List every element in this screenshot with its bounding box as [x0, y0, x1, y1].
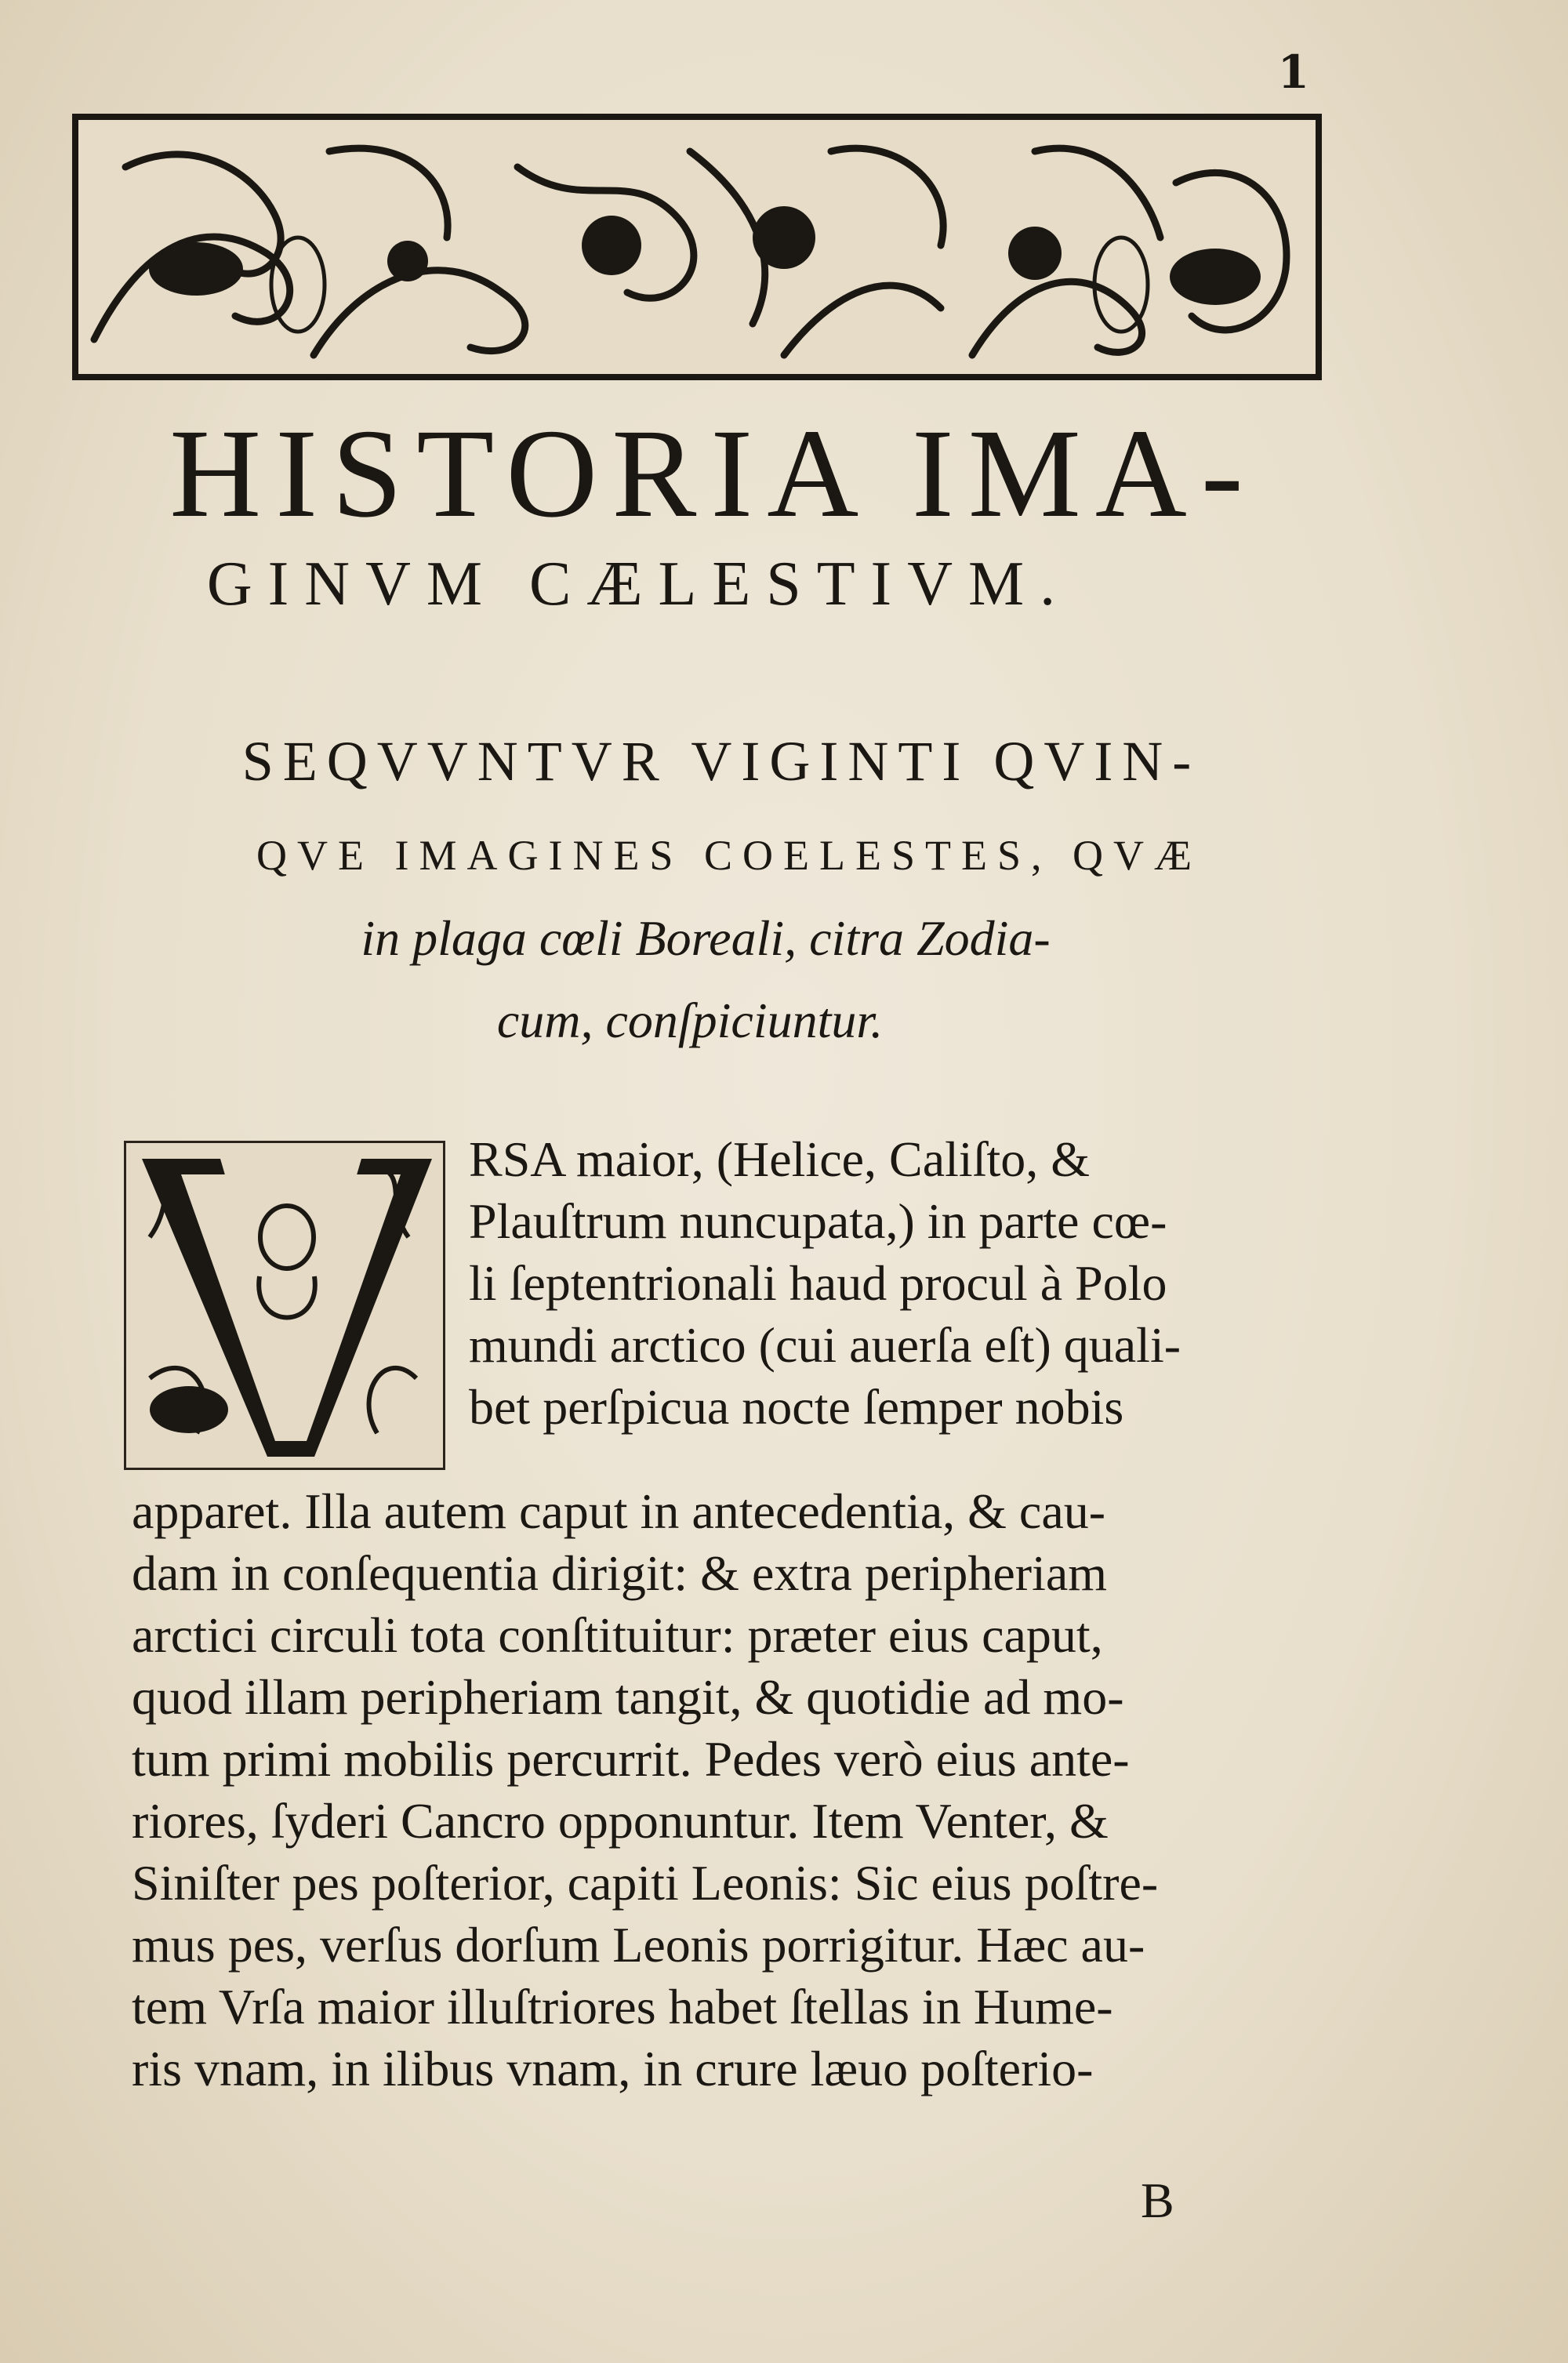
body-line: bet perſpicua nocte ſemper nobis	[469, 1379, 1124, 1435]
page-title-line-2: GINVM CÆLESTIVM.	[206, 550, 1072, 619]
body-line: Plauſtrum nuncupata,) in parte cœ-	[469, 1193, 1167, 1249]
body-line: tum primi mobilis percurrit. Pedes verò eius ante-	[132, 1731, 1130, 1787]
body-line: apparet. Illa autem caput in antecedentia, & cau-	[132, 1483, 1106, 1539]
body-line: mundi arctico (cui auerſa eſt) quali-	[469, 1317, 1181, 1373]
body-line: mus pes, verſus dorſum Leonis porrigitur. Hæc au-	[132, 1917, 1145, 1973]
body-line: riores, ſyderi Cancro opponuntur. Item Venter, &	[132, 1793, 1109, 1849]
page-title-line-1: HISTORIA IMA-	[169, 404, 1258, 544]
body-line: li ſeptentrionali haud procul à Polo	[469, 1255, 1167, 1311]
body-line: Siniſter pes poſterior, capiti Leonis: Sic eius poſtre-	[132, 1855, 1159, 1911]
section-heading-line-2: QVE IMAGINES COELESTES, QVÆ	[256, 832, 1202, 879]
woodcut-headpiece	[72, 114, 1322, 380]
section-heading-line-4: cum, conſpiciuntur.	[496, 993, 884, 1048]
body-line: dam in conſequentia dirigit: & extra peripheriam	[132, 1545, 1108, 1601]
body-line: quod illam peripheriam tangit, & quotidie ad mo-	[132, 1669, 1124, 1725]
decorated-initial-v	[124, 1141, 445, 1470]
headpiece-ornament-icon	[78, 120, 1316, 374]
body-line: tem Vrſa maior illuſtriores habet ſtellas in Hume-	[132, 1979, 1113, 2035]
signature-mark: B	[1141, 2172, 1174, 2228]
body-line: arctici circuli tota conſtituitur: præter eius caput,	[132, 1607, 1103, 1663]
initial-letter-v-icon	[126, 1143, 443, 1468]
section-heading-line-1: SEQVVNTVR VIGINTI QVIN-	[241, 730, 1201, 793]
section-heading-line-3: in plaga cœli Boreali, citra Zodia-	[361, 910, 1051, 966]
body-line: RSA maior, (Helice, Caliſto, &	[469, 1131, 1090, 1187]
body-line: ris vnam, in ilibus vnam, in crure læuo poſterio-	[132, 2041, 1094, 2096]
page-number: 1	[1277, 45, 1309, 99]
